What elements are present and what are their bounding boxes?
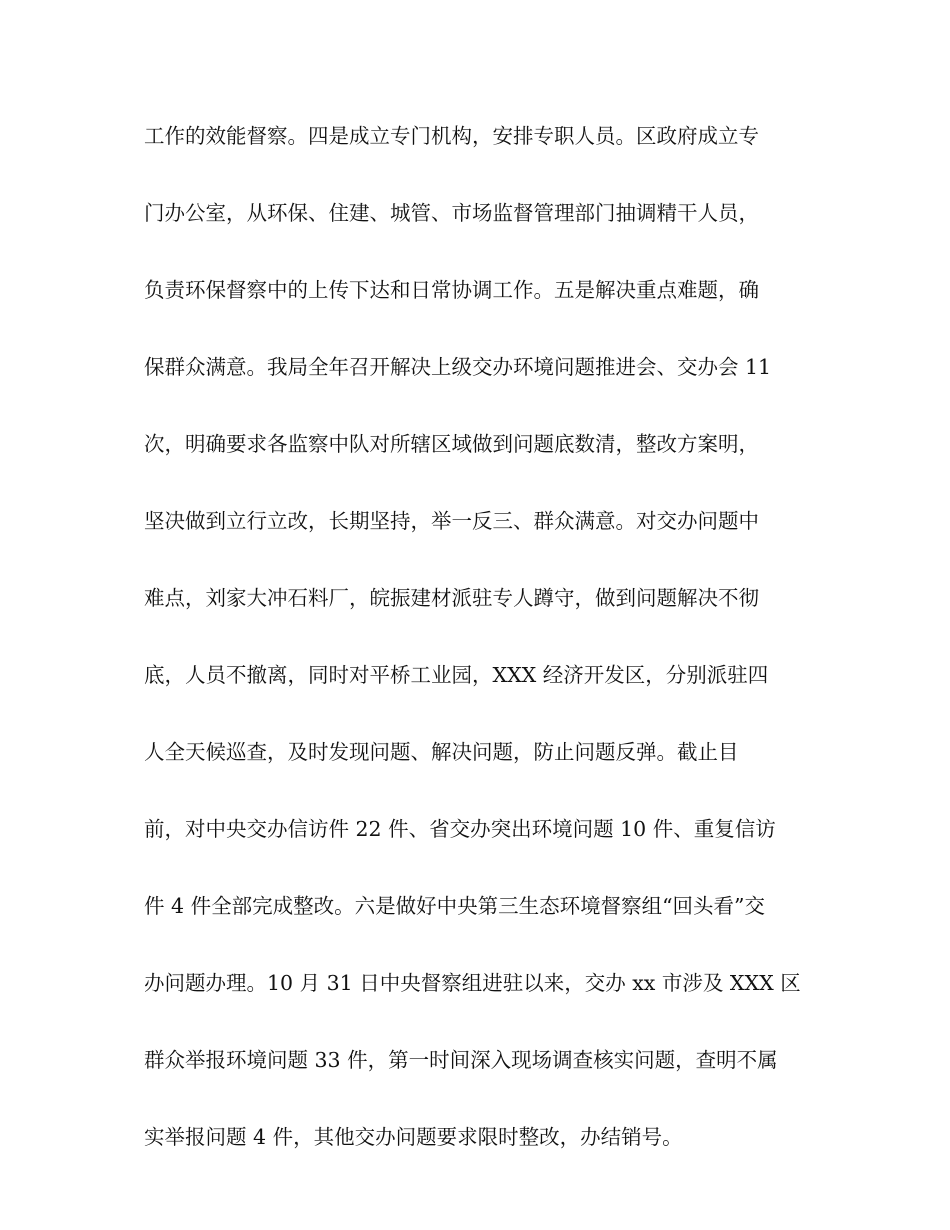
- paragraph-line: 保群众满意。我局全年召开解决上级交办环境问题推进会、交办会 11: [144, 355, 772, 379]
- paragraph-line: 实举报问题 4 件，其他交办问题要求限时整改，办结销号。: [144, 1125, 683, 1149]
- paragraph-line: 坚决做到立行立改，长期坚持，举一反三、群众满意。对交办问题中: [144, 509, 759, 533]
- paragraph-line: 件 4 件全部完成整改。六是做好中央第三生态环境督察组“回头看”交: [144, 894, 766, 918]
- paragraph-line: 群众举报环境问题 33 件，第一时间深入现场调查核实问题，查明不属: [144, 1048, 778, 1072]
- paragraph-line: 次，明确要求各监察中队对所辖区域做到问题底数清，整改方案明，: [144, 432, 759, 456]
- paragraph-line: 办问题办理。10 月 31 日中央督察组进驻以来，交办 xx 市涉及 XXX 区: [144, 971, 801, 995]
- paragraph-line: 人全天候巡查，及时发现问题、解决问题，防止问题反弹。截止目: [144, 740, 739, 764]
- paragraph-line: 底，人员不撤离，同时对平桥工业园，XXX 经济开发区，分别派驻四: [144, 663, 769, 687]
- paragraph-line: 工作的效能督察。四是成立专门机构，安排专职人员。区政府成立专: [144, 124, 759, 148]
- paragraph-line: 负责环保督察中的上传下达和日常协调工作。五是解决重点难题，确: [144, 278, 759, 302]
- paragraph-line: 难点，刘家大冲石料厂，皖振建材派驻专人蹲守，做到问题解决不彻: [144, 586, 759, 610]
- paragraph-line: 门办公室，从环保、住建、城管、市场监督管理部门抽调精干人员，: [144, 201, 759, 225]
- paragraph-line: 前，对中央交办信访件 22 件、省交办突出环境问题 10 件、重复信访: [144, 817, 776, 841]
